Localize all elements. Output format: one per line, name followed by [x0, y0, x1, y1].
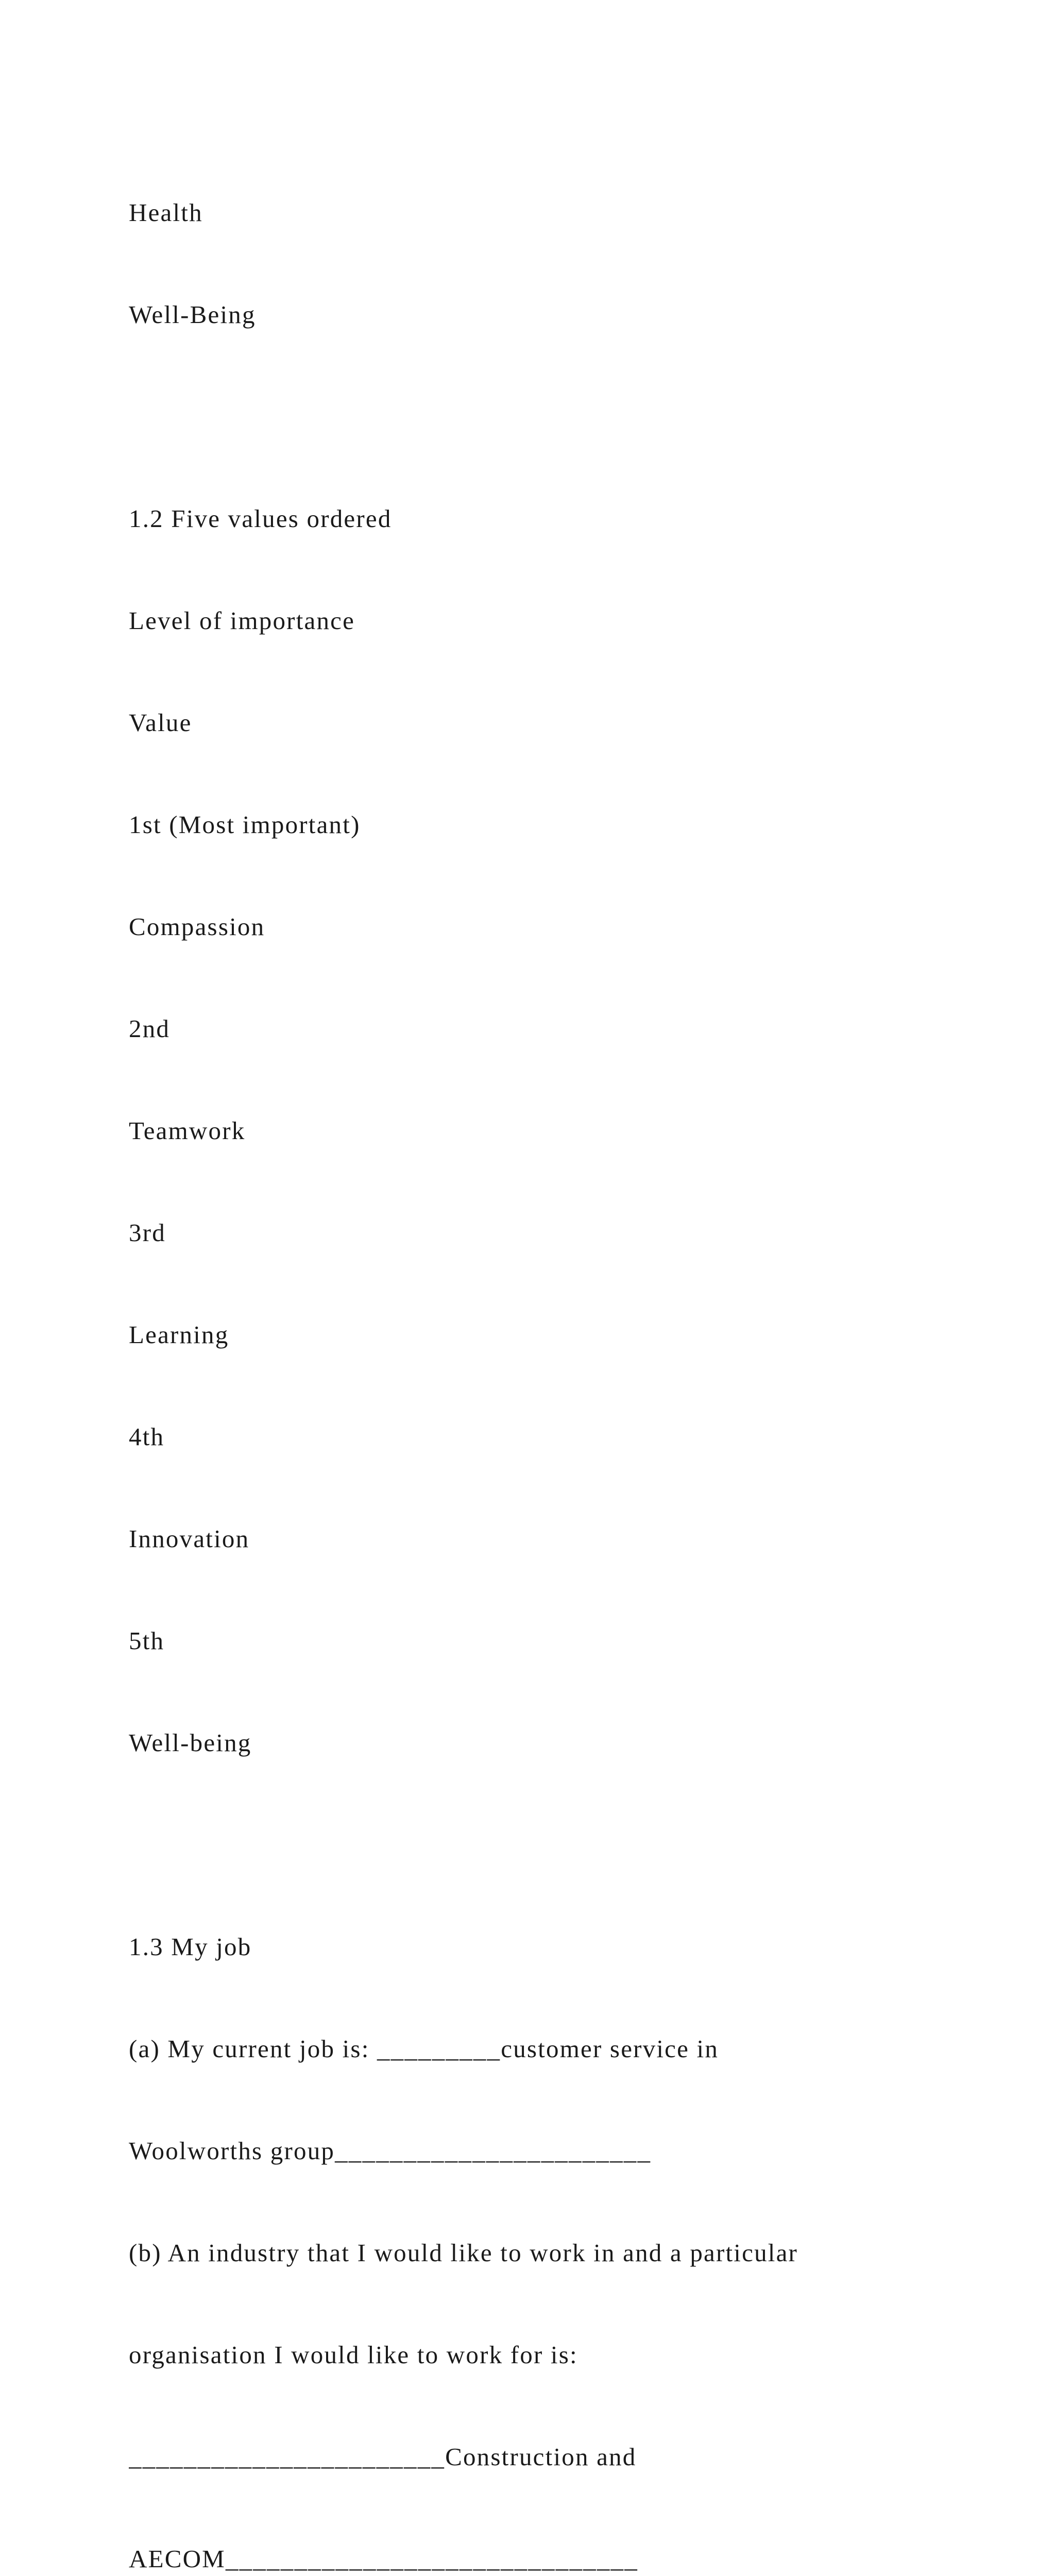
text-line: Well-being — [129, 1728, 252, 1757]
blank-line — [129, 400, 943, 434]
text-line: 3rd — [129, 1218, 166, 1247]
text-line: Level of importance — [129, 606, 355, 635]
section-heading: 1.2 Five values ordered — [129, 504, 392, 533]
document-body — [129, 128, 943, 2576]
text-line: Learning — [129, 1320, 229, 1349]
text-line: Value — [129, 708, 192, 737]
text-line: organisation I would like to work for is: — [129, 2341, 578, 2369]
text-line: _______________________Construction and — [129, 2443, 637, 2471]
section-heading: 1.3 My job — [129, 1933, 252, 1961]
text-line: Innovation — [129, 1524, 250, 1553]
text-line: 2nd — [129, 1014, 171, 1043]
text-line: Health — [129, 198, 203, 227]
text-line: Teamwork — [129, 1116, 246, 1145]
text-line: (b) An industry that I would like to work in and a particular — [129, 2239, 798, 2267]
text-line: Compassion — [129, 912, 265, 941]
text-line: 5th — [129, 1626, 165, 1655]
text-line: AECOM______________________________ — [129, 2545, 638, 2573]
blank-line — [129, 1828, 943, 1862]
text-line: 4th — [129, 1422, 165, 1451]
text-line: (a) My current job is: _________customer service in — [129, 2035, 719, 2063]
text-line: Woolworths group_______________________ — [129, 2137, 652, 2165]
text-line: Well-Being — [129, 300, 256, 329]
text-line: 1st (Most important) — [129, 810, 361, 839]
